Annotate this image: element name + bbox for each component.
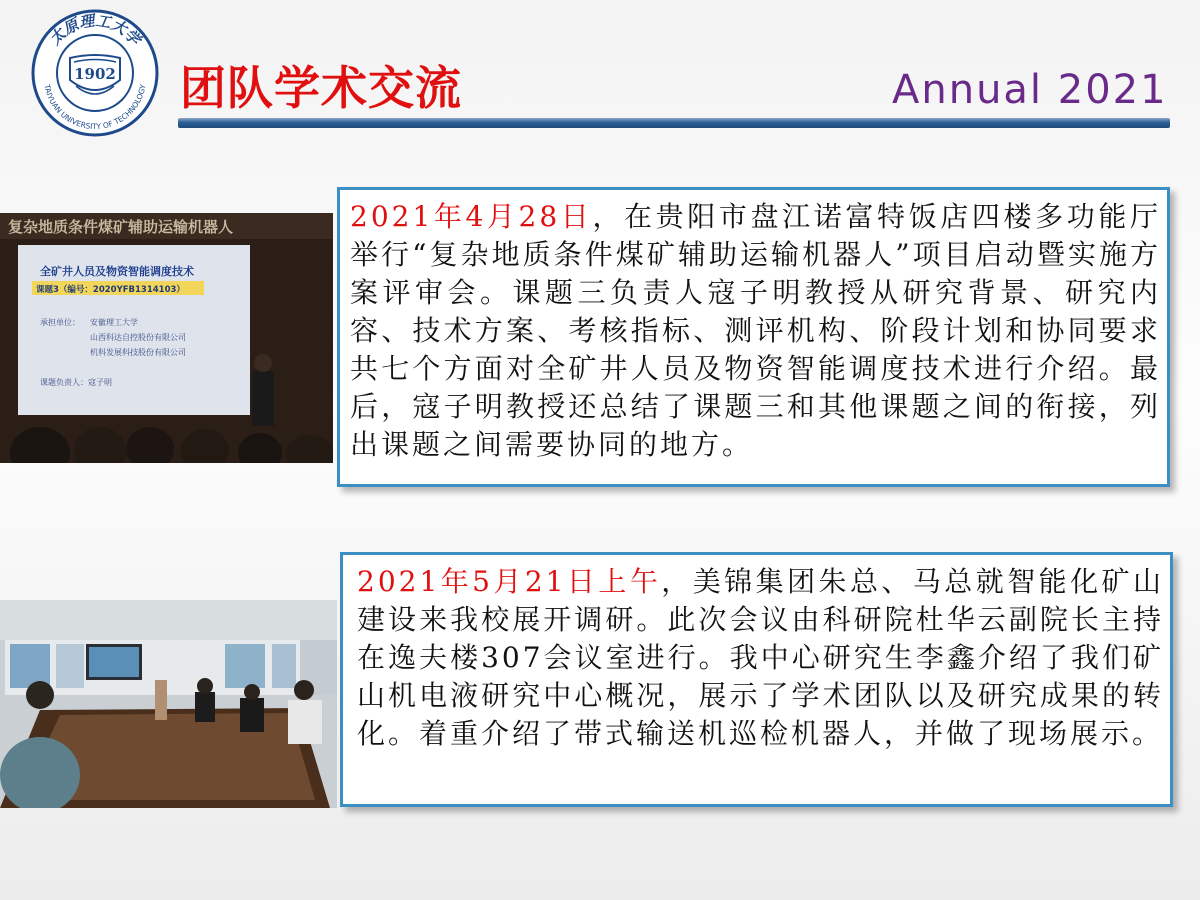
photo1-unit-label: 承担单位： <box>40 318 80 327</box>
event-2-text: ，美锦集团朱总、马总就智能化矿山建设来我校展开调研。此次会议由科研院杜华云副院长主持在逸夫楼307会议室进行。我中心研究生李鑫介绍了我们矿山机电液研究中心概况，展示了学术团队以及研究成果的转化。着重介绍了带式输送机巡检机器人，并做了现场展示。 <box>357 565 1164 750</box>
photo1-leader: 课题负责人：寇子明 <box>40 378 112 387</box>
photo1-unit2: 山西科达自控股份有限公司 <box>90 333 186 342</box>
page-title: 团队学术交流 <box>180 61 462 115</box>
meeting-photo-2 <box>0 600 337 808</box>
university-logo <box>30 8 160 138</box>
logo-english-name: TAIYUAN UNIVERSITY OF TECHNOLOGY <box>42 83 148 132</box>
photo1-banner: 复杂地质条件煤矿辅助运输机器人 <box>8 218 234 236</box>
event-1-textbox <box>337 187 1170 487</box>
logo-year: 1902 <box>74 65 116 83</box>
event-1-text: ，在贵阳市盘江诺富特饭店四楼多功能厅举行“复杂地质条件煤矿辅助运输机器人”项目启动暨实施方案评审会。课题三负责人寇子明教授从研究背景、研究内容、技术方案、考核指标、测评机构、阶段计划和协同要求共七个方面对全矿井人员及物资智能调度技术进行介绍。最后，寇子明教授还总结了课题三和其他课题之间的衔接，列出课题之间需要协同的地方。 <box>350 200 1161 461</box>
event-2-textbox <box>340 552 1173 807</box>
photo1-slide-title: 全矿井人员及物资智能调度技术 <box>40 265 194 278</box>
photo1-unit1: 安徽理工大学 <box>90 318 138 327</box>
annual-label: Annual 2021 <box>892 67 1168 113</box>
photo1-unit3: 机科发展科技股份有限公司 <box>90 348 186 357</box>
photo1-slide-code: 课题3（编号：2020YFB1314103） <box>36 285 185 295</box>
meeting-photo-1 <box>0 213 333 463</box>
header-divider <box>178 118 1170 128</box>
event-2-date: 2021年5月21日上午 <box>357 565 662 598</box>
logo-chinese-name: 太原理工大学 <box>46 11 144 49</box>
event-1-date: 2021年4月28日 <box>350 200 593 233</box>
